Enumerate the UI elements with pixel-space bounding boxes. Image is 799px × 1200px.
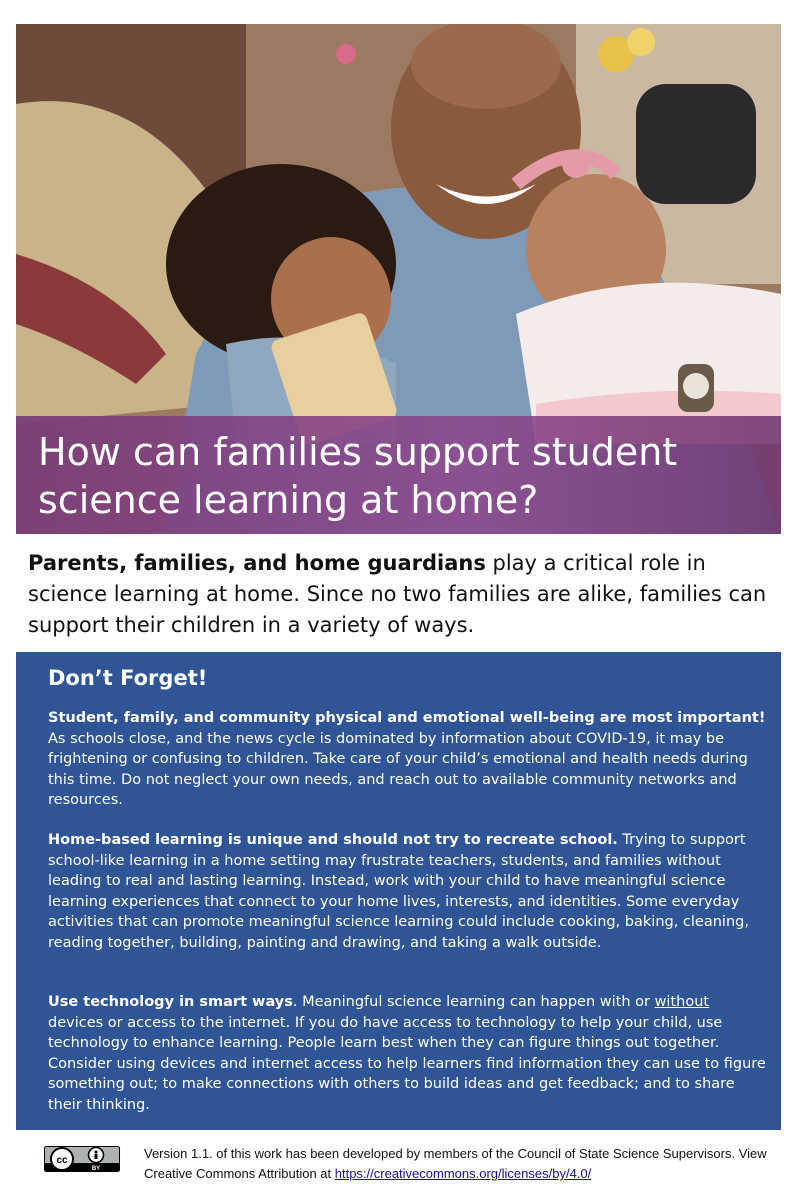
creative-commons-badge-icon (44, 1146, 120, 1172)
technology-paragraph (48, 992, 768, 1115)
wellbeing-bold-mark: ! (758, 710, 766, 726)
technology-text-a: . Meaningful science learning can happen with or (292, 994, 655, 1010)
intro-text: play a critical role in science learning at home. Since no two families are alike, families can support their children in a variety of ways. (28, 551, 767, 637)
without-underlined: without (654, 994, 710, 1010)
intro-bold: Parents, families, and home guardians (28, 551, 486, 575)
home-learning-paragraph (48, 830, 768, 953)
svg-text:cc: cc (56, 1155, 68, 1166)
panel-heading: Don’t Forget! (48, 666, 208, 690)
page-title: How can families support student science learning at home? (38, 430, 678, 522)
footer-text (144, 1144, 784, 1184)
home-learning-bold: Home-based learning is unique and should not try to recreate school. (48, 832, 618, 848)
license-link[interactable]: https://creativecommons.org/licenses/by/4.0/ (334, 1166, 592, 1181)
footer (0, 1136, 799, 1200)
technology-text-b: devices or access to the internet. If you do have access to technology to help your child, use technology to enhance learning. People learn best when they can figure things out together. Consider using devices and internet access to help learners find information they can use to figure something out; to make connections with others to build ideas and get feedback; and to share their thinking. (48, 1014, 766, 1113)
license-badge-text: BY (91, 1166, 101, 1172)
intro-paragraph (28, 548, 778, 641)
dont-forget-panel (16, 652, 781, 1130)
footer-attribution: Version 1.1. of this work has been developed by members of the Council of State Science Supervisors. View Creative Commons Attribution at (144, 1146, 767, 1181)
wellbeing-text: As schools close, and the news cycle is dominated by information about COVID-19, it may be frightening or confusing to children. Take care of your child’s emotional and health needs during this time. Do not neglect your own needs, and reach out to available community networks and resources. (48, 730, 748, 808)
wellbeing-bold: Student, family, and community physical and emotional well-being are most important (48, 710, 759, 726)
wellbeing-paragraph (48, 708, 768, 811)
technology-bold: Use technology in smart ways (48, 994, 293, 1010)
home-learning-text: Trying to support school-like learning in a home setting may frustrate teachers, students, and families without leading to real and lasting learning. Instead, work with your child to have meaningful science learning experiences that connect to your home lives, interests, and identities. Some everyday activities that can promote meaningful science learning could include cooking, baking, cleaning, reading together, building, painting and drawing, and taking a walk outside. (48, 832, 749, 951)
